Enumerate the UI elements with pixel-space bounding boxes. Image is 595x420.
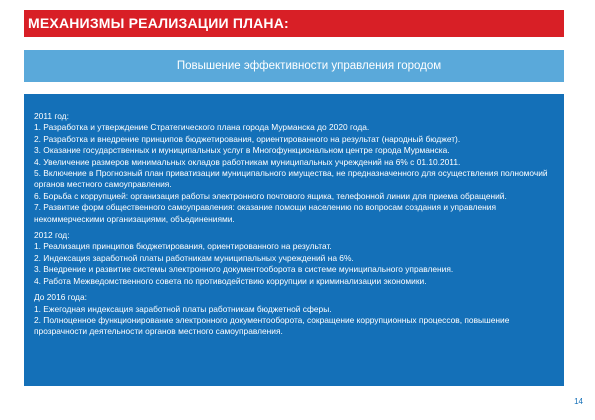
- list-item: 2. Индексация заработной платы работникам муниципальных учреждений на 6%.: [34, 252, 354, 263]
- section-2016: [34, 292, 554, 338]
- list-item: 3. Внедрение и развитие системы электронного документооборота в системе муниципального управления.: [34, 264, 454, 275]
- slide-title: МЕХАНИЗМЫ РЕАЛИЗАЦИИ ПЛАНА:: [24, 10, 564, 37]
- list-item: 4. Увеличение размеров минимальных окладов работникам муниципальных учреждений на 6% с 01.10.2011.: [34, 156, 461, 167]
- list-item: 2. Полноценное функционирование электронного документооборота, сокращение коррупционных процессов, повышение прозрачности деятельности органов местного самоуправления.: [34, 314, 510, 337]
- list-item: 1. Реализация принципов бюджетирования, ориентированного на результат.: [34, 241, 332, 252]
- content-box: [24, 94, 564, 386]
- section-2011: [34, 111, 554, 225]
- list-item: 2. Разработка и внедрение принципов бюджетирования, ориентированного на результат (народный бюджет).: [34, 133, 461, 144]
- list-item: 7. Развитие форм общественного самоуправления: оказание помощи населению по вопросам создания и управления некоммерческими организациями, объединениями.: [34, 202, 497, 224]
- page-number: 14: [574, 397, 583, 406]
- list-item: 5. Включение в Прогнозный план приватизации муниципального имущества, не предназначенного для осуществления полномочий органов местного самоуправления.: [34, 168, 548, 190]
- subtitle-bar: Повышение эффективности управления городом: [24, 50, 564, 82]
- list-item: 1. Разработка и утверждение Стратегического плана города Мурманска до 2020 года.: [34, 122, 370, 133]
- section-2012: [34, 230, 554, 287]
- list-item: 1. Ежегодная индексация заработной платы работникам бюджетной сферы.: [34, 303, 332, 314]
- section-heading: До 2016 года:: [34, 292, 87, 303]
- section-heading: 2012 год:: [34, 230, 70, 241]
- list-item: 6. Борьба с коррупцией: организация работы электронного почтового ящика, телефонной линии для приема обращений.: [34, 190, 507, 201]
- list-item: 4. Работа Межведомственного совета по противодействию коррупции и криминализации экономики.: [34, 275, 427, 286]
- list-item: 3. Оказание государственных и муниципальных услуг в Многофункциональном центре города Мурманска.: [34, 145, 450, 156]
- section-heading: 2011 год:: [34, 111, 69, 121]
